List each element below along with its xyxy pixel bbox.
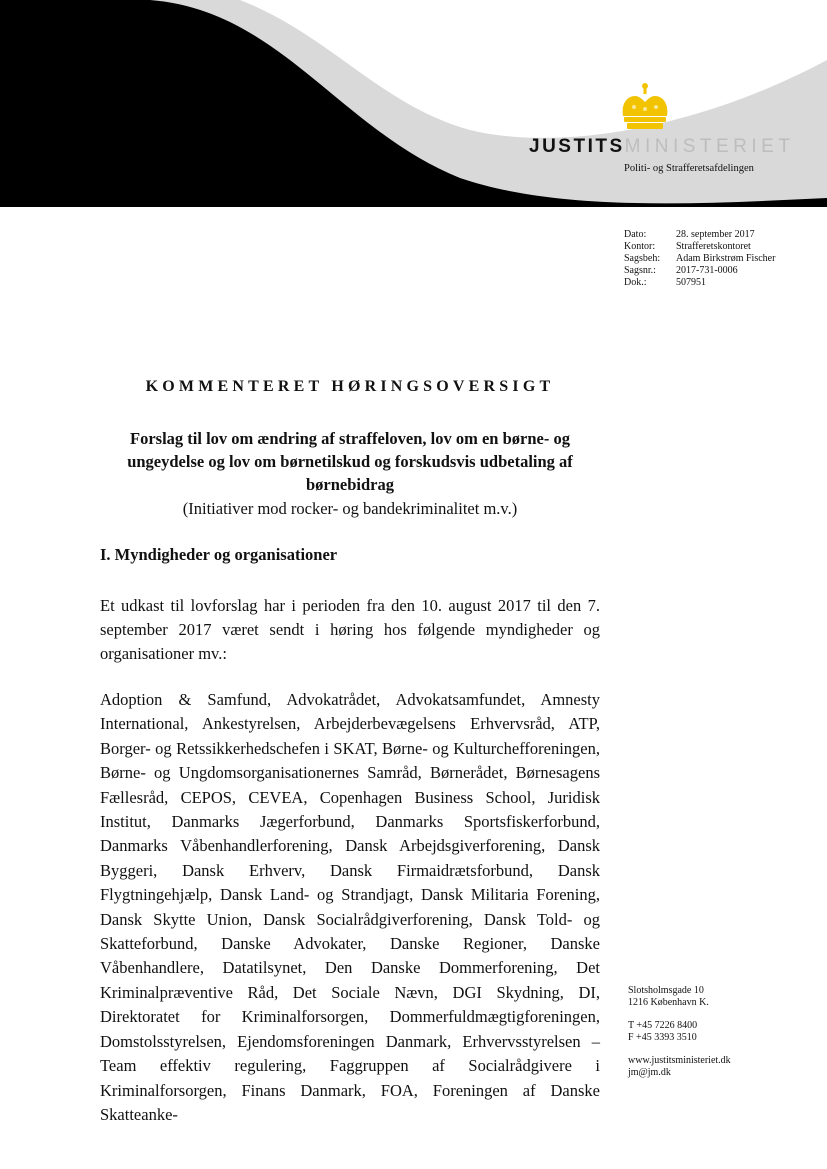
meta-label: Dok.: xyxy=(624,277,647,288)
organisations-paragraph: Adoption & Samfund, Advokatrådet, Advokatsamfundet, Amnesty International, Ankestyrelsen, Arbejderbevægelsens Erhvervsråd, ATP, Borger- og Retssikkerhedschefen i SKAT, Børne- og Kulturchefforeningen, Børne- og Ungdomsorganisationernes Samråd, Børnerådet, Børnesagens Fællesråd, CEPOS, CEVEA, Copenhagen Business School, Juridisk Institut, Danmarks Jægerforbund, Danmarks Sportsfiskerforbund, Danmarks Våbenhandlerforening, Dansk Arbejdsgiverforening, Dansk Byggeri, Dansk Erhverv, Dansk Firmaidrætsforbund, Dansk Flygtningehjælp, Dansk Land- og Strandjagt, Dansk Militaria Forening, Dansk Skytte Union, Dansk Socialrådgiverforening, Dansk Told- og Skatteforbund, Danske Advokater, Danske Regioner, Danske Våbenhandlere, Datatilsynet, Den Danske Dommerforening, Det Kriminalpræventive Råd, Det Sociale Nævn, DGI Skydning, DI, Direktoratet for Kriminalforsorgen, Dommerfuldmægtigforeningen, Domstolsstyrelsen, Ejendomsforeningen Danmark, Erhvervsstyrelsen – Team effektiv regulering, Faggruppen af Socialrådgivere i Kriminalforsorgen, Finans Danmark, FOA, Foreningen af Danske Skatteanke- xyxy=(100,690,600,1124)
logo-light-part: MINISTERIET xyxy=(624,136,795,157)
header-wave-background xyxy=(0,0,827,210)
ministry-logo-wordmark xyxy=(529,136,794,158)
contact-street: Slotsholmsgade 10 xyxy=(628,985,704,996)
contact-fax: F +45 3393 3510 xyxy=(628,1032,697,1043)
crown-logo-icon xyxy=(617,82,673,132)
intro-paragraph: Et udkast til lovforslag har i perioden fra den 10. august 2017 til den 7. september 2017 været sendt i høring hos følgende myndigheder og organisationer mv.: xyxy=(100,596,600,663)
meta-label: Dato: xyxy=(624,229,647,240)
meta-label: Sagsbeh: xyxy=(624,253,661,264)
meta-label: Sagsnr.: xyxy=(624,265,656,276)
contact-email-link[interactable]: jm@jm.dk xyxy=(628,1067,671,1078)
meta-row-document xyxy=(624,277,775,289)
meta-row-office xyxy=(624,241,775,253)
meta-value: 2017-731-0006 xyxy=(676,265,738,276)
section-heading: I. Myndigheder og organisationer xyxy=(100,545,338,564)
meta-value: 507951 xyxy=(676,277,706,288)
meta-value: 28. september 2017 xyxy=(676,229,755,240)
bill-subtitle: (Initiativer mod rocker- og bandekriminalitet m.v.) xyxy=(182,499,518,518)
meta-row-case-officer xyxy=(624,253,775,265)
bill-subject: Forslag til lov om ændring af straffeloven, lov om en børne- og ungeydelse og lov om børnetilskud og forskudsvis udbetaling af børnebidrag xyxy=(127,429,573,494)
meta-row-date xyxy=(624,229,775,241)
meta-label: Kontor: xyxy=(624,241,656,252)
meta-value: Adam Birkstrøm Fischer xyxy=(676,253,776,264)
meta-value: Strafferetskontoret xyxy=(676,241,751,252)
contact-block xyxy=(628,985,731,1079)
logo-bold-part: JUSTITS xyxy=(529,136,625,157)
document-metadata xyxy=(624,229,775,289)
meta-row-case-number xyxy=(624,265,775,277)
contact-website-link[interactable]: www.justitsministeriet.dk xyxy=(628,1055,731,1066)
document-title: KOMMENTERET HØRINGSOVERSIGT xyxy=(145,378,555,395)
contact-phone: T +45 7226 8400 xyxy=(628,1020,698,1031)
department-name: Politi- og Strafferetsafdelingen xyxy=(624,163,754,174)
contact-city: 1216 København K. xyxy=(628,997,709,1008)
